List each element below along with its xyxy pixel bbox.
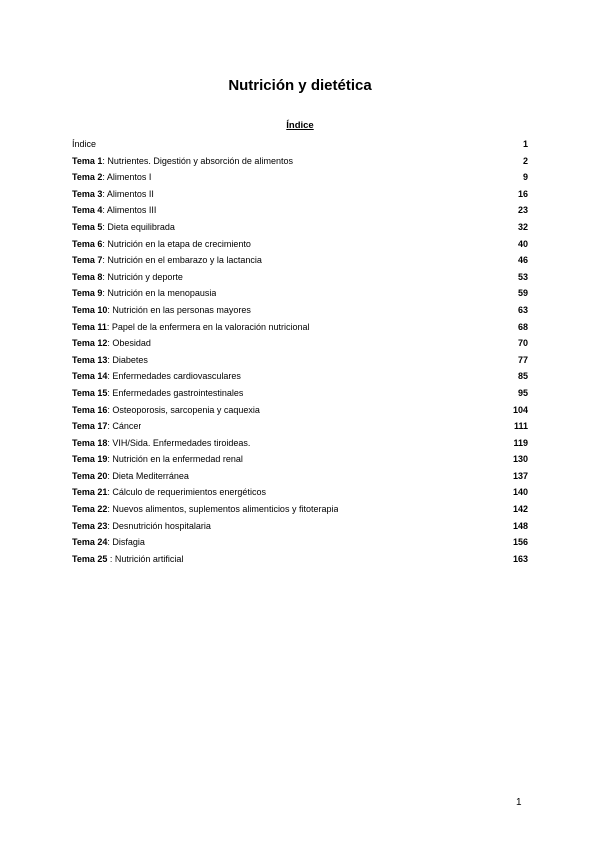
toc-entry-text: : VIH/Sida. Enfermedades tiroideas. [107, 437, 251, 448]
toc-entry-text: : Alimentos III [102, 205, 157, 216]
toc-entry-tema: Tema 24 [72, 537, 108, 548]
toc-entry-text: : Alimentos I [102, 172, 152, 183]
toc-entry-label [72, 319, 309, 336]
toc-entry-label [72, 285, 216, 302]
toc-entry-label [72, 402, 260, 419]
toc-entry[interactable] [72, 352, 528, 369]
toc-entry[interactable] [72, 335, 528, 352]
toc-entry[interactable] [72, 451, 528, 468]
toc-entry-text: : Cálculo de requerimientos energéticos [107, 487, 266, 498]
toc-entry-text: : Nuevos alimentos, suplementos alimenticios y fitoterapia [107, 504, 339, 515]
toc-entry[interactable] [72, 252, 528, 269]
toc-entry[interactable] [72, 319, 528, 336]
toc-entry-label [72, 269, 183, 286]
toc-entry[interactable] [72, 136, 528, 153]
toc-entry[interactable] [72, 534, 528, 551]
toc-entry[interactable] [72, 501, 528, 518]
toc-entry-text: : Nutrición en la menopausia [102, 288, 217, 299]
toc-entry-page: 59 [517, 288, 528, 299]
toc-entry-label [72, 153, 293, 170]
toc-entry-tema: Tema 11 [72, 321, 107, 332]
toc-entry-page: 119 [513, 437, 528, 448]
toc-entry[interactable] [72, 202, 528, 219]
toc-entry-tema: Tema 25 [72, 553, 108, 564]
toc-entry-tema: Tema 1 [72, 155, 103, 166]
toc-entry-text: : Dieta Mediterránea [107, 470, 189, 481]
toc-entry-text: : Obesidad [107, 338, 151, 349]
toc-entry[interactable] [72, 468, 528, 485]
toc-entry-label [72, 368, 241, 385]
toc-entry-page: 63 [517, 304, 528, 315]
toc-entry-label [72, 219, 175, 236]
toc-entry-tema: Tema 19 [72, 454, 108, 465]
toc-entry-text: : Papel de la enfermera en la valoración nutricional [106, 321, 310, 332]
toc-entry-tema: Tema 3 [72, 188, 103, 199]
toc-entry-label [72, 518, 211, 535]
toc-entry-text: Índice [72, 139, 97, 149]
toc-entry[interactable] [72, 518, 528, 535]
toc-entry-text: : Nutrientes. Digestión y absorción de alimentos [102, 155, 293, 166]
toc-entry-page: 9 [522, 172, 528, 183]
toc-entry-page: 104 [512, 404, 528, 415]
page-number: 1 [516, 797, 522, 808]
toc-entry-tema: Tema 5 [72, 221, 103, 232]
toc-entry-page: 111 [513, 421, 528, 432]
toc-entry[interactable] [72, 402, 528, 419]
toc-entry-page: 148 [512, 520, 528, 531]
toc-entry-text: : Disfagia [107, 537, 145, 548]
toc-entry-page: 95 [517, 387, 528, 398]
toc-entry-text: : Nutrición en la enfermedad renal [107, 454, 243, 465]
toc-entry-text: : Nutrición en la etapa de crecimiento [102, 238, 251, 249]
toc-entry-label [72, 418, 141, 435]
toc-entry-text: : Alimentos II [102, 188, 154, 199]
toc-entry-tema: Tema 9 [72, 288, 103, 299]
document-title: Nutrición y dietética [228, 77, 372, 94]
toc-entry[interactable] [72, 484, 528, 501]
toc-entry[interactable] [72, 285, 528, 302]
toc-entry-page: 130 [512, 454, 528, 465]
toc-entry-tema: Tema 20 [72, 470, 108, 481]
toc-entry[interactable] [72, 385, 528, 402]
toc-entry-text: : Nutrición en las personas mayores [107, 304, 251, 315]
toc-entry[interactable] [72, 302, 528, 319]
toc-entry-tema: Tema 12 [72, 338, 108, 349]
toc-entry-label [72, 302, 251, 319]
toc-entry-text: : Dieta equilibrada [102, 221, 175, 232]
toc-entry-page: 40 [517, 238, 528, 249]
toc-entry-label [72, 186, 154, 203]
toc-entry-tema: Tema 14 [72, 371, 108, 382]
toc-entry-text: : Nutrición artificial [107, 553, 184, 564]
toc-entry-page: 46 [517, 255, 528, 266]
toc-entry-label [72, 484, 266, 501]
toc-entry-label [72, 534, 145, 551]
toc-entry-text: : Osteoporosis, sarcopenia y caquexia [107, 404, 260, 415]
table-of-contents [72, 136, 528, 567]
toc-entry-page: 70 [517, 338, 528, 349]
toc-entry-page: 85 [517, 371, 528, 382]
toc-entry-label [72, 352, 148, 369]
toc-entry-page: 140 [512, 487, 528, 498]
toc-entry-tema: Tema 2 [72, 172, 103, 183]
toc-entry-page: 68 [517, 321, 528, 332]
toc-entry[interactable] [72, 269, 528, 286]
toc-entry-tema: Tema 13 [72, 354, 108, 365]
toc-entry-text: : Enfermedades gastrointestinales [107, 387, 244, 398]
toc-entry-tema: Tema 18 [72, 437, 108, 448]
toc-entry-text: : Enfermedades cardiovasculares [107, 371, 241, 382]
toc-entry-tema: Tema 16 [72, 404, 108, 415]
toc-entry-text: : Diabetes [107, 354, 148, 365]
toc-entry-label [72, 385, 243, 402]
toc-entry-page: 32 [517, 221, 528, 232]
toc-entry[interactable] [72, 153, 528, 170]
toc-entry-label [72, 236, 251, 253]
toc-entry[interactable] [72, 551, 528, 568]
toc-entry[interactable] [72, 186, 528, 203]
toc-entry-page: 142 [512, 504, 528, 515]
toc-entry-page: 23 [517, 205, 528, 216]
toc-entry-tema: Tema 8 [72, 271, 103, 282]
toc-entry-tema: Tema 4 [72, 205, 103, 216]
toc-entry-page: 1 [522, 139, 528, 149]
toc-entry-tema: Tema 6 [72, 238, 103, 249]
toc-entry-tema: Tema 10 [72, 304, 108, 315]
toc-entry[interactable] [72, 169, 528, 186]
toc-entry-label [72, 551, 183, 568]
toc-entry-label [72, 451, 243, 468]
toc-entry-label [72, 136, 96, 153]
toc-entry-label [72, 468, 189, 485]
toc-entry-tema: Tema 22 [72, 504, 108, 515]
toc-entry-label [72, 252, 262, 269]
index-heading: Índice [286, 120, 314, 131]
toc-entry-page: 2 [522, 155, 528, 166]
toc-entry[interactable] [72, 418, 528, 435]
toc-entry-label [72, 335, 151, 352]
toc-entry-text: : Cáncer [107, 421, 142, 432]
toc-entry[interactable] [72, 236, 528, 253]
toc-entry-page: 137 [512, 470, 528, 481]
toc-entry-tema: Tema 15 [72, 387, 108, 398]
toc-entry-page: 156 [512, 537, 528, 548]
toc-entry-page: 77 [517, 354, 528, 365]
toc-entry-label [72, 435, 250, 452]
toc-entry[interactable] [72, 219, 528, 236]
toc-entry-text: : Nutrición y deporte [102, 271, 183, 282]
toc-entry-label [72, 202, 156, 219]
toc-entry-label [72, 501, 338, 518]
toc-entry-text: : Desnutrición hospitalaria [107, 520, 211, 531]
toc-entry[interactable] [72, 368, 528, 385]
toc-entry-label [72, 169, 151, 186]
toc-entry-tema: Tema 7 [72, 255, 103, 266]
toc-entry-page: 53 [517, 271, 528, 282]
toc-entry-page: 163 [512, 553, 528, 564]
toc-entry-text: : Nutrición en el embarazo y la lactancia [102, 255, 262, 266]
toc-entry-page: 16 [517, 188, 528, 199]
toc-entry-tema: Tema 17 [72, 421, 108, 432]
toc-entry-tema: Tema 23 [72, 520, 108, 531]
toc-entry-tema: Tema 21 [72, 487, 108, 498]
toc-entry[interactable] [72, 435, 528, 452]
